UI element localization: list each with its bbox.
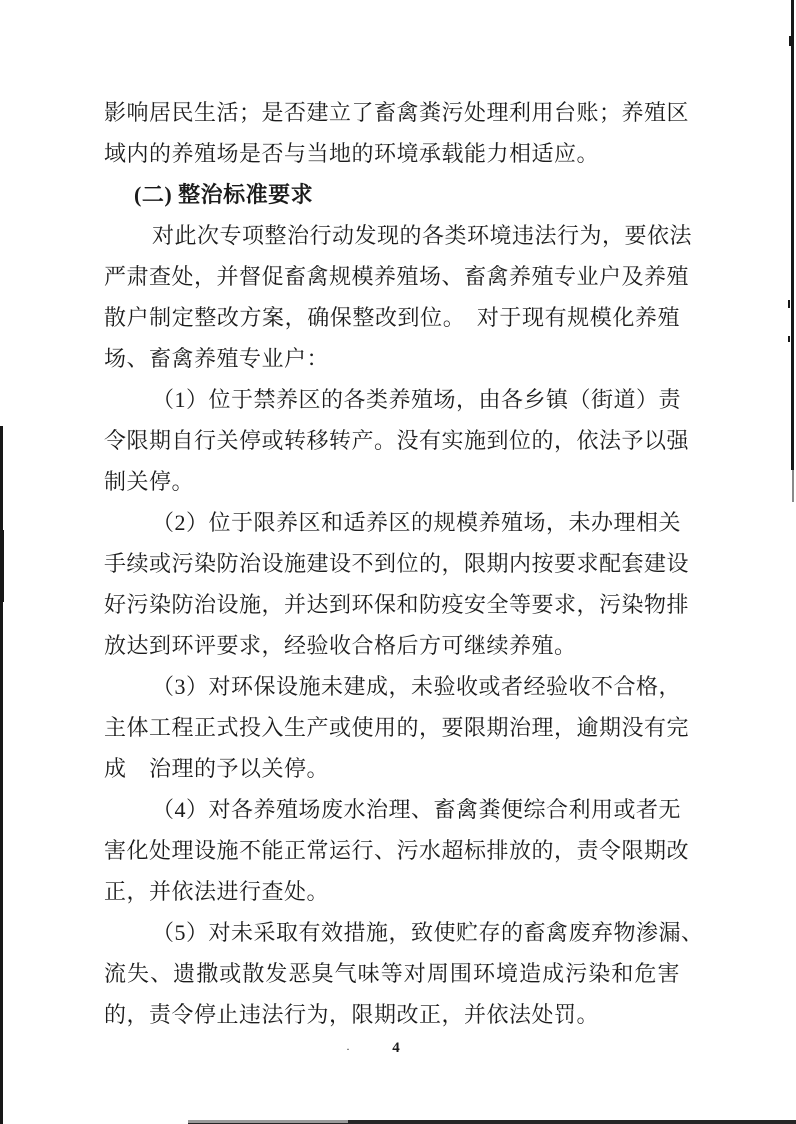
text-line: (二) 整治标准要求 xyxy=(134,182,314,207)
text-line: 散户制定整改方案，确保整改到位。 对于现有规模化养殖 xyxy=(104,305,680,330)
scan-artifact-bottom-edge-fade xyxy=(188,1120,348,1123)
scan-speck xyxy=(788,336,790,342)
text-line: 对此次专项整治行动发现的各类环境违法行为，要依法 xyxy=(152,223,693,248)
text-line: （5）对未采取有效措施，致使贮存的畜禽废弃物渗漏、 xyxy=(152,920,704,945)
paragraph xyxy=(104,666,690,789)
paragraph xyxy=(104,789,690,912)
section-heading xyxy=(104,174,680,215)
scan-speck xyxy=(789,36,791,46)
text-line: 场、畜禽养殖专业户： xyxy=(104,346,330,371)
paragraph xyxy=(104,215,693,379)
footer-speck-dot: · xyxy=(346,1042,350,1056)
text-line: （1）位于禁养区的各类养殖场，由各乡镇（街道）责 xyxy=(152,387,682,412)
text-line: 域内的养殖场是否与当地的环境承载能力相适应。 xyxy=(104,141,600,166)
paragraph xyxy=(104,92,690,174)
text-line: 正，并依法进行查处。 xyxy=(104,879,330,904)
text-line: （4）对各养殖场废水治理、畜禽粪便综合利用或者无 xyxy=(152,797,682,822)
text-line: 害化处理设施不能正常运行、污水超标排放的，责令限期改 xyxy=(104,838,690,863)
text-line: 流失、遗撒或散发恶臭气味等对周围环境造成污染和危害 xyxy=(104,961,680,986)
text-line: 制关停。 xyxy=(104,469,195,494)
text-line: （3）对环保设施未建成，未验收或者经验收不合格， xyxy=(152,674,682,699)
text-line: 影响居民生活；是否建立了畜禽粪污处理利用台账；养殖区 xyxy=(104,100,690,125)
paragraph xyxy=(104,502,690,666)
text-line: 成 治理的予以关停。 xyxy=(104,756,330,781)
scan-speck xyxy=(788,300,790,308)
text-line: 放达到环评要求，经验收合格后方可继续养殖。 xyxy=(104,633,577,658)
scan-artifact-left-edge-thick xyxy=(0,530,4,602)
text-line: （2）位于限养区和适养区的规模养殖场，未办理相关 xyxy=(152,510,682,535)
text-line: 令限期自行关停或转移转产。没有实施到位的，依法予以强 xyxy=(104,428,690,453)
scan-artifact-right-edge xyxy=(791,0,794,470)
paragraph xyxy=(104,379,690,502)
text-line: 的，责令停止违法行为，限期改正，并依法处罚。 xyxy=(104,1002,600,1027)
text-line: 手续或污染防治设施建设不到位的，限期内按要求配套建设 xyxy=(104,551,690,576)
text-line: 主体工程正式投入生产或使用的，要限期治理，逾期没有完 xyxy=(104,715,690,740)
paragraph xyxy=(104,912,704,1035)
document-content xyxy=(104,92,704,1035)
text-line: 好污染防治设施，并达到环保和防疫安全等要求，污染物排 xyxy=(104,592,690,617)
scan-artifact-right-edge-fade xyxy=(792,470,794,502)
page-number: 4 xyxy=(392,1040,400,1056)
text-line: 严肃查处，并督促畜禽规模养殖场、畜禽养殖专业户及养殖 xyxy=(104,264,690,289)
